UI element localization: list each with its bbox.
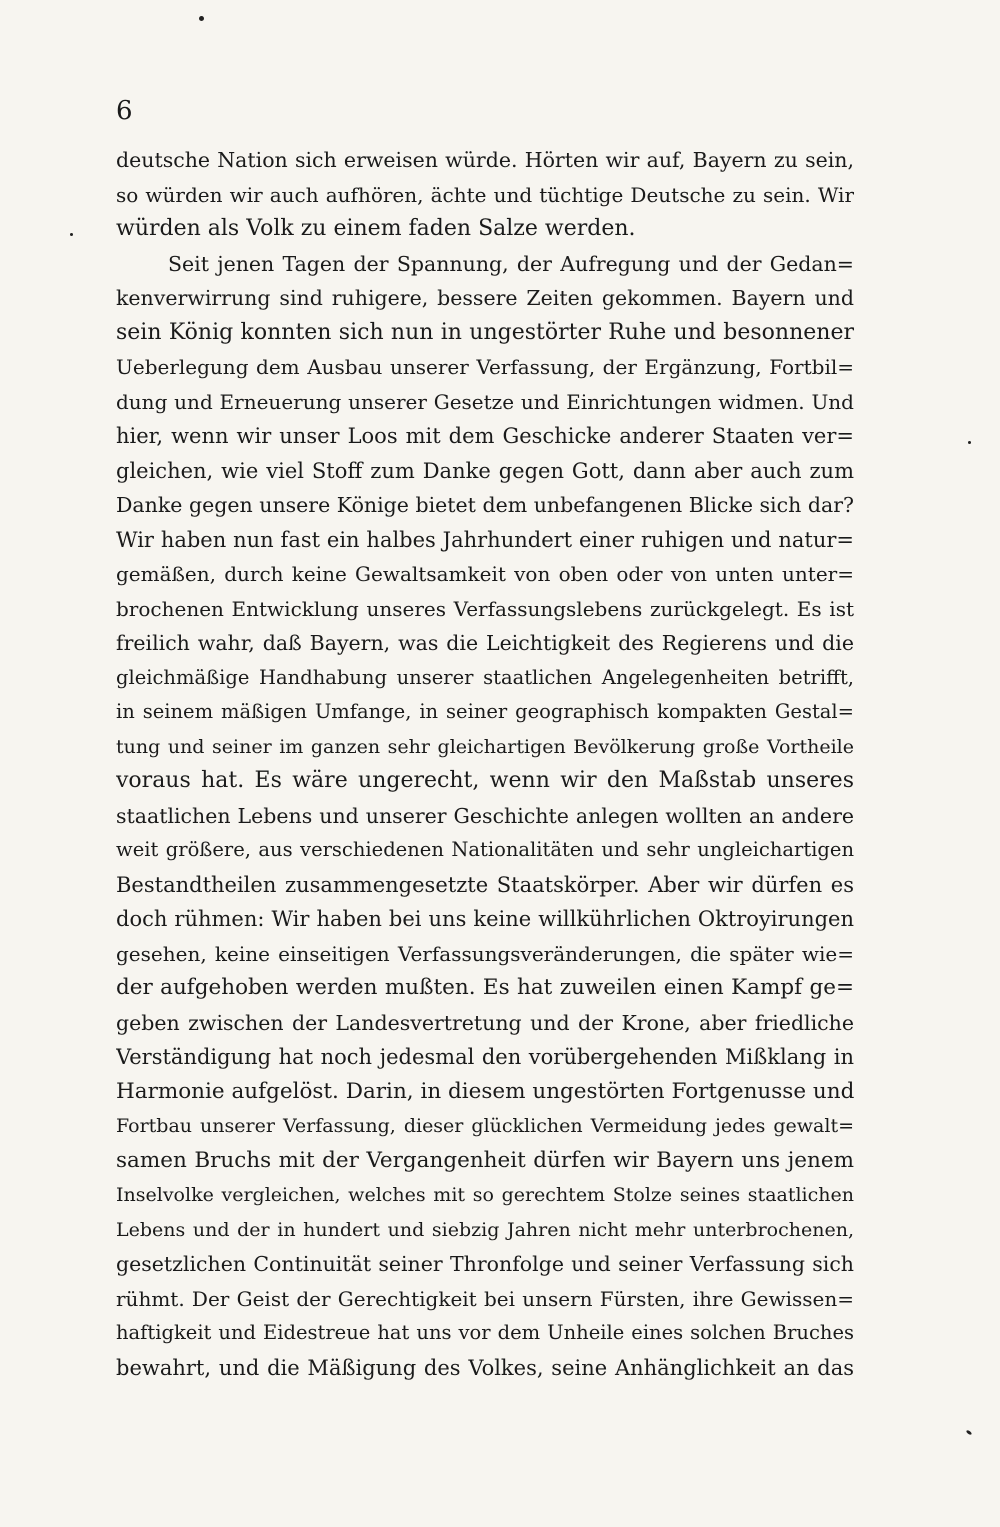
text-line: samen Bruchs mit der Vergangenheit dürfen wir Bayern uns jenem: [116, 1147, 854, 1173]
text-line: geben zwischen der Landesvertretung und der Krone, aber friedliche: [116, 1010, 854, 1035]
text-line: Danke gegen unsere Könige bietet dem unbefangenen Blicke sich dar?: [116, 493, 854, 517]
text-line: gesehen, keine einseitigen Verfassungsveränderungen, die später wie=: [116, 941, 854, 966]
text-line: Lebens und der in hundert und siebzig Jahren nicht mehr unterbrochenen,: [116, 1218, 854, 1241]
text-line: so würden wir auch aufhören, ächte und tüchtige Deutsche zu sein. Wir: [116, 182, 854, 207]
text-line: in seinem mäßigen Umfange, in seiner geographisch kompakten Gestal=: [116, 700, 854, 723]
body-text: [116, 143, 854, 1385]
text-line: Wir haben nun fast ein halbes Jahrhundert einer ruhigen und natur=: [116, 527, 854, 552]
text-line: haftigkeit und Eidestreue hat uns vor dem Unheile eines solchen Bruches: [116, 1321, 854, 1344]
text-line: gleichmäßige Handhabung unserer staatlichen Angelegenheiten betrifft,: [116, 665, 854, 689]
text-line: freilich wahr, daß Bayern, was die Leichtigkeit des Regierens und die: [116, 631, 854, 655]
text-line: staatlichen Lebens und unserer Geschichte anlegen wollten an andere: [116, 803, 854, 828]
text-line: Fortbau unserer Verfassung, dieser glücklichen Vermeidung jedes gewalt=: [116, 1115, 854, 1137]
text-line: der aufgehoben werden mußten. Es hat zuweilen einen Kampf ge=: [116, 975, 854, 1000]
text-line: bewahrt, und die Mäßigung des Volkes, seine Anhänglichkeit an das: [116, 1355, 854, 1380]
text-line: dung und Erneuerung unserer Gesetze und Einrichtungen widmen. Und: [116, 389, 854, 414]
text-line: Verständigung hat noch jedesmal den vorübergehenden Mißklang in: [116, 1045, 854, 1069]
text-line: voraus hat. Es wäre ungerecht, wenn wir den Maßstab unseres: [116, 768, 854, 793]
text-line: doch rühmen: Wir haben bei uns keine willkührlichen Oktroyirungen: [116, 907, 854, 931]
text-line: Bestandtheilen zusammengesetzte Staatskörper. Aber wir dürfen es: [116, 872, 854, 897]
text-line: hier, wenn wir unser Loos mit dem Geschicke anderer Staaten ver=: [116, 424, 854, 448]
ink-speck: [966, 1430, 973, 1436]
text-line: deutsche Nation sich erweisen würde. Hörten wir auf, Bayern zu sein,: [116, 148, 854, 172]
text-line: gleichen, wie viel Stoff zum Danke gegen Gott, dann aber auch zum: [116, 458, 854, 483]
text-line: Seit jenen Tagen der Spannung, der Aufregung und der Gedan=: [168, 251, 854, 276]
text-line: weit größere, aus verschiedenen Nationalitäten und sehr ungleichartigen: [116, 838, 854, 861]
ink-speck: [70, 233, 73, 236]
text-line: Ueberlegung dem Ausbau unserer Verfassung, der Ergänzung, Fortbil=: [116, 355, 854, 379]
page-number: 6: [116, 96, 133, 126]
text-line: tung und seiner im ganzen sehr gleichartigen Bevölkerung große Vortheile: [116, 735, 854, 758]
text-line: sein König konnten sich nun in ungestörter Ruhe und besonnener: [116, 319, 854, 345]
text-line: kenverwirrung sind ruhigere, bessere Zeiten gekommen. Bayern und: [116, 286, 854, 310]
ink-speck: [968, 441, 971, 444]
text-line: brochenen Entwicklung unseres Verfassungslebens zurückgelegt. Es ist: [116, 596, 854, 621]
text-line: Inselvolke vergleichen, welches mit so gerechtem Stolze seines staatlichen: [116, 1184, 854, 1206]
ink-speck: [199, 16, 204, 21]
text-line: gemäßen, durch keine Gewaltsamkeit von oben oder von unten unter=: [116, 562, 854, 586]
text-line: würden als Volk zu einem faden Salze werden.: [116, 216, 636, 241]
text-line: rühmt. Der Geist der Gerechtigkeit bei unsern Fürsten, ihre Gewissen=: [116, 1286, 854, 1311]
text-line: gesetzlichen Continuität seiner Thronfolge und seiner Verfassung sich: [116, 1252, 854, 1276]
text-line: Harmonie aufgelöst. Darin, in diesem ungestörten Fortgenusse und: [116, 1078, 854, 1104]
